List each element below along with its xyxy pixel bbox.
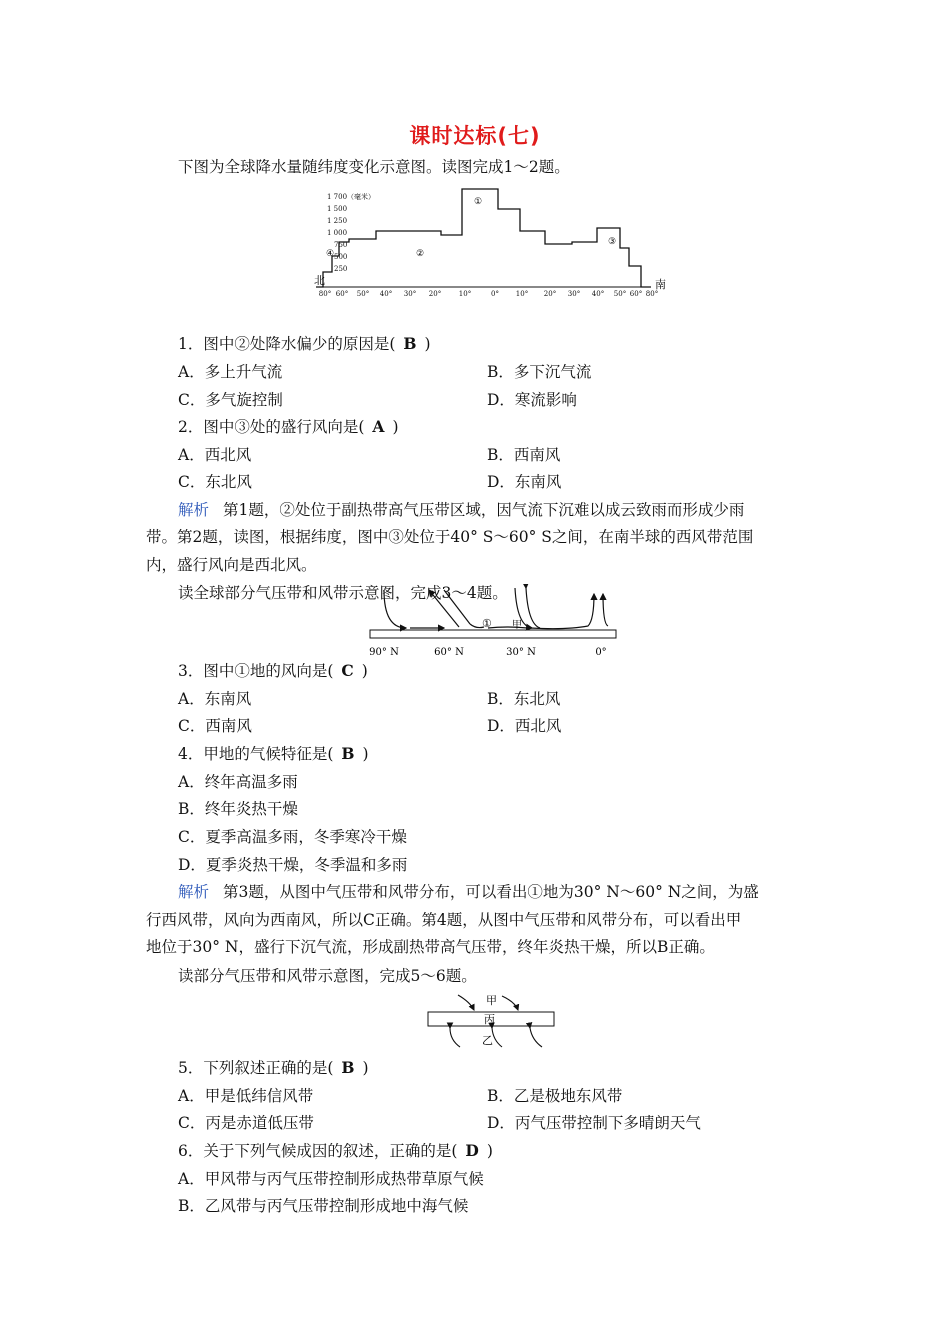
- x-tick-label: 60°: [629, 290, 643, 298]
- marker-2: ②: [416, 249, 425, 259]
- lat-label: 0°: [595, 647, 607, 658]
- question-3: 3．图中①地的风向是( C ): [178, 661, 368, 680]
- x-tick-label: 20°: [428, 290, 442, 298]
- x-tick-label: 10°: [515, 290, 529, 298]
- q2-option-d: D．东南风: [487, 473, 562, 491]
- question-6: 6．关于下列气候成因的叙述，正确的是( D ): [178, 1141, 493, 1160]
- lat-label: 90° N: [369, 647, 399, 658]
- x-tick-label: 0°: [491, 290, 499, 298]
- q1-option-d: D．寒流影响: [487, 391, 577, 409]
- x-tick-label: 30°: [403, 290, 417, 298]
- lat-label: 60° N: [434, 647, 464, 658]
- y-tick-label: 1 000: [327, 229, 348, 237]
- question-4: 4．甲地的气候特征是( B ): [178, 744, 369, 763]
- answer-2: A: [372, 417, 385, 436]
- q3-option-a: A．东南风: [178, 690, 252, 708]
- bing-label: 丙: [484, 1013, 495, 1026]
- intro-3: 读部分气压带和风带示意图，完成5～6题。: [178, 967, 477, 985]
- marker-1: ①: [482, 617, 492, 630]
- q6-option-b: B．乙风带与丙气压带控制形成地中海气候: [178, 1197, 469, 1215]
- q3-option-c: C．西南风: [178, 717, 252, 735]
- q3-option-d: D．西北风: [487, 717, 562, 735]
- x-tick-label: 40°: [591, 290, 605, 298]
- explanation-2-line-1: 解析 第3题，从图中气压带和风带分布，可以看出①地为30° N～60° N之间，为盛: [178, 883, 759, 901]
- pressure-belt-diagram: [420, 990, 562, 1052]
- answer-3: C: [341, 661, 354, 680]
- x-tick-label: 50°: [613, 290, 627, 298]
- answer-1: B: [403, 334, 417, 353]
- q4-option-c: C．夏季高温多雨，冬季寒冷干燥: [178, 828, 407, 846]
- intro-2: 读全球部分气压带和风带示意图，完成3～4题。: [178, 584, 508, 602]
- explanation-2-line-3: 地位于30° N，盛行下沉气流，形成副热带高气压带，终年炎热干燥，所以B正确。: [146, 938, 715, 956]
- q3-option-b: B．东北风: [487, 690, 561, 708]
- y-tick-label: 1 500: [327, 205, 348, 213]
- y-tick-label: 500: [334, 253, 348, 261]
- explanation-2-line-2: 行西风带，风向为西南风，所以C正确。第4题，从图中气压带和风带分布，可以看出甲: [146, 911, 742, 929]
- precipitation-line: [316, 189, 651, 287]
- q5-option-c: C．丙是赤道低压带: [178, 1114, 314, 1132]
- marker-4: ④: [326, 249, 335, 259]
- answer-4: B: [341, 744, 355, 763]
- wind-belt-diagram: [362, 584, 624, 660]
- y-tick-label: 250: [334, 265, 348, 273]
- q4-option-a: A．终年高温多雨: [178, 773, 298, 791]
- north-label: 北: [314, 274, 325, 287]
- answer-5: B: [341, 1058, 355, 1077]
- explanation-label: 解析: [178, 501, 210, 519]
- explanation-1-line-2: 带。第2题，读图，根据纬度，图中③处位于40° S～60° S之间，在南半球的西风带范围: [146, 528, 754, 546]
- explanation-1-line-1: 解析 第1题，②处位于副热带高气压带区域，因气流下沉难以成云致雨而形成少雨: [178, 501, 745, 519]
- south-label: 南: [655, 278, 666, 291]
- q1-option-a: A．多上升气流: [178, 363, 283, 381]
- marker-3: ③: [608, 237, 617, 247]
- intro-1: 下图为全球降水量随纬度变化示意图。读图完成1～2题。: [178, 158, 570, 176]
- x-tick-label: 80°: [645, 290, 659, 298]
- page-title: 课时达标(七): [409, 124, 541, 148]
- jia-label: 甲: [512, 620, 522, 631]
- q6-option-a: A．甲风带与丙气压带控制形成热带草原气候: [178, 1170, 484, 1188]
- x-tick-label: 60°: [335, 290, 349, 298]
- question-5: 5．下列叙述正确的是( B ): [178, 1058, 369, 1077]
- x-tick-label: 20°: [543, 290, 557, 298]
- question-1: 1．图中②处降水偏少的原因是( B ): [178, 334, 431, 353]
- x-tick-label: 30°: [567, 290, 581, 298]
- x-tick-label: 80°: [318, 290, 332, 298]
- lat-label: 30° N: [506, 647, 536, 658]
- explanation-1-line-3: 内，盛行风向是西北风。: [146, 556, 317, 574]
- q5-option-b: B．乙是极地东风带: [487, 1087, 623, 1105]
- x-tick-label: 50°: [356, 290, 370, 298]
- question-2: 2．图中③处的盛行风向是( A ): [178, 417, 399, 436]
- q4-option-b: B．终年炎热干燥: [178, 800, 298, 818]
- q5-option-a: A．甲是低纬信风带: [178, 1087, 314, 1105]
- y-tick-label: 1 700（毫米）: [327, 193, 376, 201]
- yi-label: 乙: [482, 1034, 493, 1047]
- explanation-label: 解析: [178, 883, 210, 901]
- precipitation-chart: [308, 184, 678, 300]
- y-tick-label: 1 250: [327, 217, 348, 225]
- q2-option-b: B．西南风: [487, 446, 561, 464]
- jia-label: 甲: [486, 994, 497, 1007]
- q2-option-c: C．东北风: [178, 473, 252, 491]
- answer-6: D: [465, 1141, 479, 1160]
- q5-option-d: D．丙气压带控制下多晴朗天气: [487, 1114, 701, 1132]
- x-tick-label: 40°: [379, 290, 393, 298]
- q1-option-b: B．多下沉气流: [487, 363, 592, 381]
- x-tick-label: 10°: [458, 290, 472, 298]
- q2-option-a: A．西北风: [178, 446, 252, 464]
- y-tick-label: 750: [334, 241, 348, 249]
- marker-1: ①: [474, 197, 483, 207]
- q1-option-c: C．多气旋控制: [178, 391, 283, 409]
- q4-option-d: D．夏季炎热干燥，冬季温和多雨: [178, 856, 408, 874]
